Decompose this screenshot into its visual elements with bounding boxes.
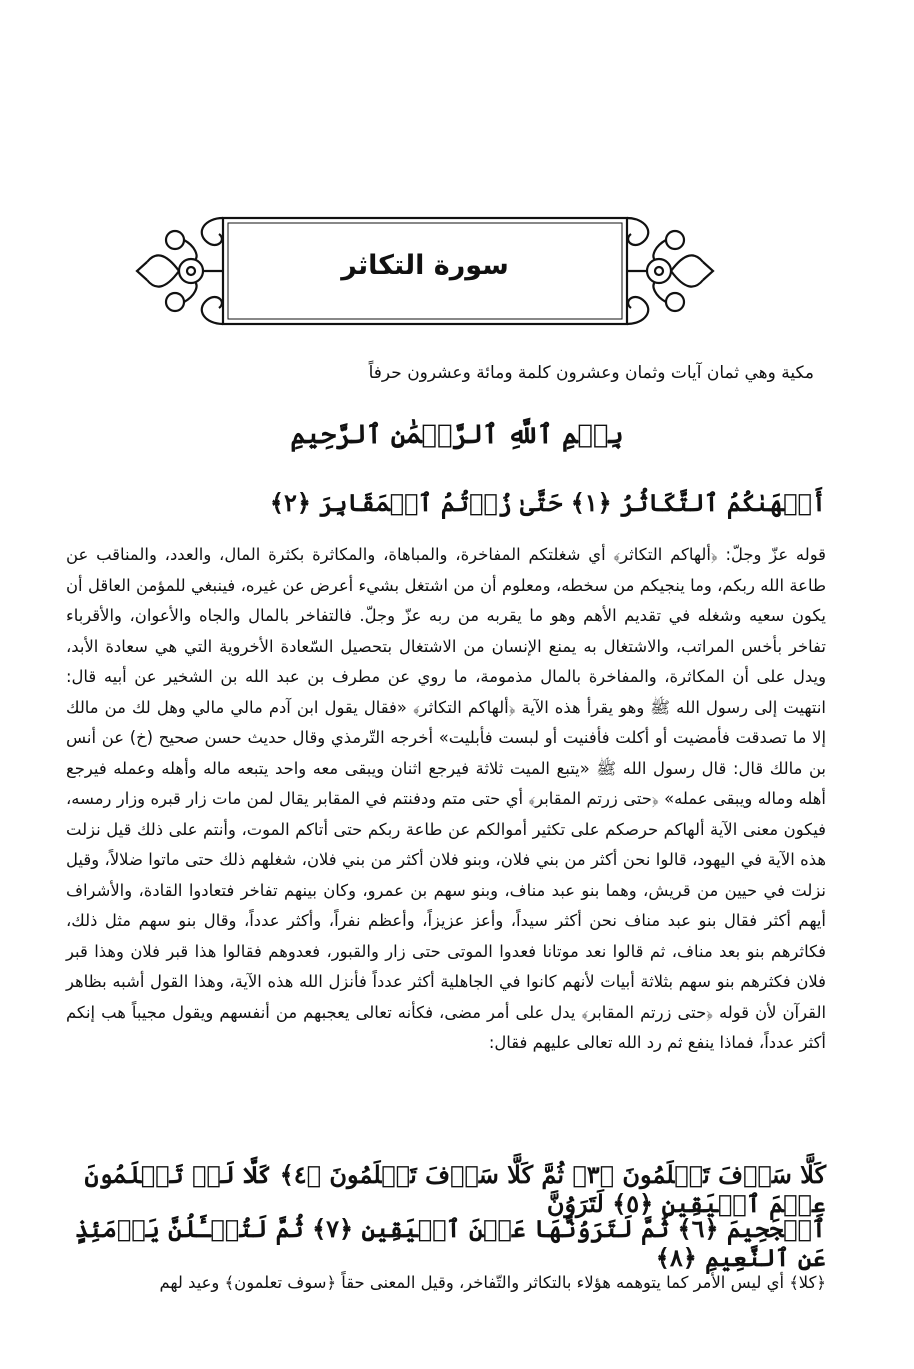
surah-title: سورة التكاثر xyxy=(341,250,509,281)
basmala: بِسۡمِ ٱللَّهِ ٱلرَّحۡمَٰنِ ٱلرَّحِيمِ xyxy=(290,420,624,450)
surah-intro: مكية وهي ثمان آيات وثمان وعشرون كلمة ومائة وعشرون حرفاً xyxy=(368,363,814,383)
verse-line-2: كَلَّا سَوۡفَ تَعۡلَمُونَ ﴿٣﴾ ثُمَّ كَلَّا سَوۡفَ تَعۡلَمُونَ ﴿٤﴾ كَلَّا لَوۡ تَعۡلَمُونَ عِلۡمَ ٱلۡيَقِينِ ﴿٥﴾ لَتَرَوُنَّ xyxy=(84,1160,826,1218)
commentary-paragraph: قوله عزّ وجلّ: ﴿ألهاكم التكاثر﴾ أي شغلتكم المفاخرة، والمباهاة، والمكاثرة بكثرة المال، والعدد، والمناقب عن طاعة الله ربكم، وما ينجيكم من سخطه، ومعلوم أن من اشتغل بشيء أعرض عن غيره، فينبغي للمؤمن العاقل أن يكون سعيه وشغله في تقديم الأهم وهو ما يقربه من ربه عزّ وجلّ. فالتفاخر بالمال والجاه والأعوان، والأقرباء تفاخر بأخس المراتب، والاشتغال به يمنع الإنسان من الاشتغال بتحصيل السّعادة الأخروية التي هي سعادة الأبد، ويدل على أن المكاثرة، والمفاخرة بالمال مذمومة، ما روي عن مطرف بن عبد الله بن الشخير عن أبيه قال: انتهيت إلى رسول الله ﷺ وهو يقرأ هذه الآية ﴿ألهاكم التكاثر﴾ «فقال يقول ابن آدم مالي مالي وهل لك من مالك إلا ما تصدقت فأمضيت أو أكلت فأفنيت أو لبست فأبليت» أخرجه التّرمذي وقال حديث حسن صحيح (خ) عن أنس بن مالك قال: قال رسول الله ﷺ «يتبع الميت ثلاثة فيرجع اثنان ويبقى معه واحد يتبعه ماله وأهله وعمله فيرجع أهله وماله ويبقى عمله» ﴿حتى زرتم المقابر﴾ أي حتى متم ودفنتم في المقابر يقال لمن مات زار قبره وزار رمسه، فيكون معنى الآية ألهاكم حرصكم على تكثير أموالكم عن طاعة ربكم حتى أتاكم الموت، وأنتم على ذلك قيل نزلت هذه الآية في اليهود، قالوا نحن أكثر من بني فلان، وبنو فلان أكثر من بني فلان، شغلهم ذلك حتى ماتوا ضلالاً، وقيل نزلت في حيين من قريش، وهما بنو عبد مناف، وبنو سهم بن عمرو، وكان بينهم تفاخر فتعادوا القادة، والأشراف أيهم أكثر فقال بنو عبد مناف نحن أكثر سيداً، وأعز عزيزاً، وأعظم نفراً، وأكثر عدداً، وقال بنو سهم مثل ذلك، فكاثرهم بنو بعد مناف، ثم قالوا نعد موتانا فعدوا الموتى حتى زار والقبور، فعدوهم فقالوا هذا قبر فلان وهذا قبر فلان فكثرهم بنو سهم بثلاثة أبيات لأنهم كانوا في الجاهلية أكثر عدداً فأنزل الله هذه الآية، وهذا القول أشبه بظاهر القرآن لأن قوله ﴿حتى زرتم المقابر﴾ يدل على أمر مضى، فكأنه تعالى يعجبهم من أنفسهم ويقول مجيباً هب إنكم أكثر عدداً، فماذا ينفع ثم رد الله تعالى عليهم فقال: xyxy=(66,545,826,1052)
commentary-text xyxy=(66,540,826,1059)
surah-title-banner xyxy=(135,212,715,330)
verse-line-1: أَلۡهَىٰكُمُ ٱلتَّكَاثُرُ ﴿١﴾ حَتَّىٰ زُرۡتُمُ ٱلۡمَقَابِرَ ﴿٢﴾ xyxy=(269,488,826,517)
footer-commentary: ﴿كلا﴾ أي ليس الأمر كما يتوهمه هؤلاء بالتكاثر والتّفاخر، وقيل المعنى حقاً ﴿سوف تعلمون﴾ وعيد لهم xyxy=(159,1273,826,1292)
verse-line-3: ٱلۡجَحِيمَ ﴿٦﴾ ثُمَّ لَتَرَوُنَّهَا عَيۡنَ ٱلۡيَقِينِ ﴿٧﴾ ثُمَّ لَتُسۡـَٔلُنَّ يَوۡمَئِذٍ عَنِ ٱلنَّعِيمِ ﴿٨﴾ xyxy=(74,1214,826,1272)
